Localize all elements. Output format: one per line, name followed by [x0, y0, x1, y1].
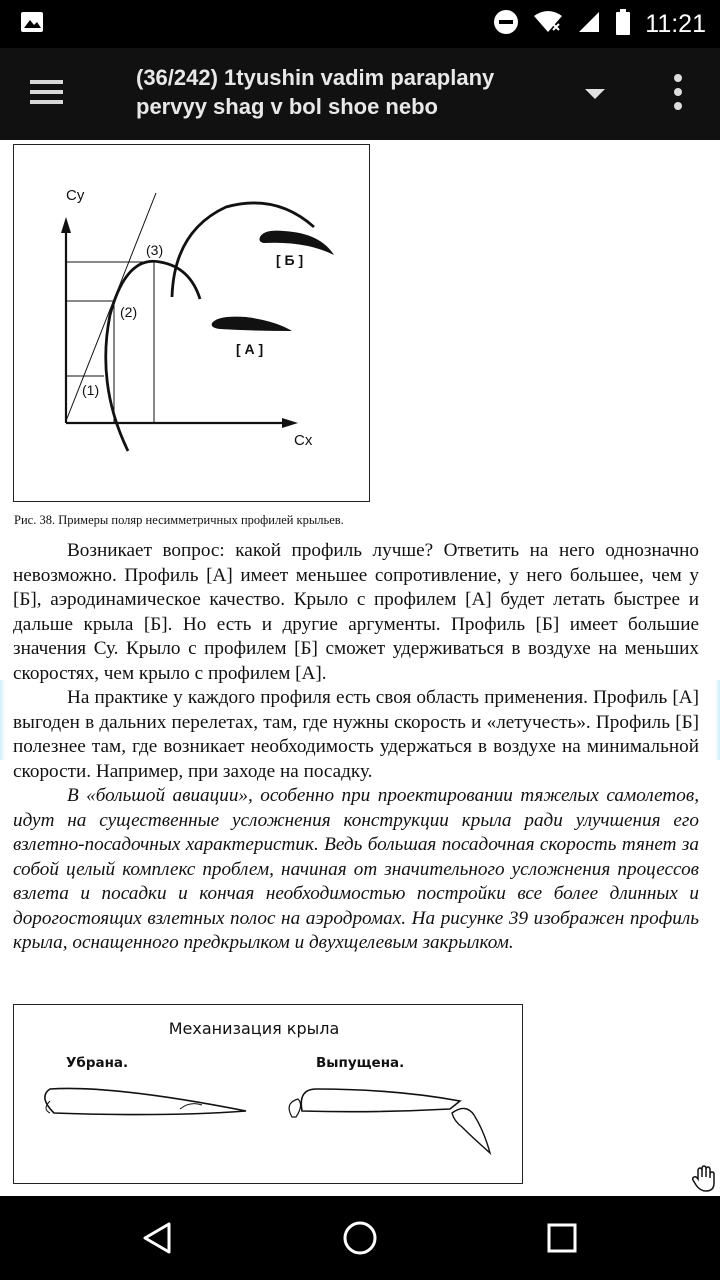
figure-caption: Рис. 38. Примеры поляр несимметричных профилей крыльев.: [14, 513, 344, 527]
document-page[interactable]: [0, 140, 720, 1196]
slat-extended: [289, 1099, 300, 1117]
hand-tool-icon[interactable]: [692, 1165, 716, 1193]
point-label-3: (3): [146, 242, 164, 258]
y-axis-label: Cy: [66, 187, 85, 204]
figure-title: Механизация крыла: [168, 1019, 340, 1038]
flap-extended: [452, 1108, 490, 1153]
figure-wing-mechanization: [13, 1004, 523, 1184]
wifi-icon: [533, 10, 563, 39]
extended-label: Выпущена.: [316, 1055, 405, 1071]
profile-b-label: [ Б ]: [276, 252, 304, 268]
point-label-2: (2): [120, 304, 138, 320]
recents-icon[interactable]: [540, 1216, 584, 1260]
paragraph-2: На практике у каждого профиля есть своя область применения. Профиль [А] выгоден в дальних перелетах, там, где нужны скорость и «летучесть». Профиль [Б] полезнее там, где возникает необходимость удержаться в воздухе на минимальной скорости. Например, при заходе на посадку.: [13, 687, 699, 782]
airfoil-a: [212, 317, 292, 331]
more-vert-icon[interactable]: [666, 72, 690, 116]
home-icon[interactable]: [338, 1216, 382, 1260]
wing-retracted: [45, 1088, 246, 1114]
flap-retracted: [180, 1104, 202, 1109]
profile-a-label: [ А ]: [236, 341, 264, 357]
x-axis-label: Cx: [294, 432, 313, 449]
x-axis-arrow: [282, 418, 298, 428]
menu-icon[interactable]: [28, 74, 68, 114]
wing-extended: [301, 1089, 460, 1112]
body-text: [13, 539, 699, 956]
polar-diagram: [14, 145, 369, 501]
scroll-edge-glow: [715, 680, 720, 760]
navigation-bar: [0, 1196, 720, 1280]
scroll-edge-glow: [0, 680, 5, 760]
paragraph-1: Возникает вопрос: какой профиль лучше? Ответить на него однозначно невозможно. Профиль [А] имеет меньшее сопротивление, у него большее, чем у [Б], аэродинамическое качество. Крыло с профилем [А] будет летать быстрее и дальше крыла [Б]. Но есть и другие аргументы. Профиль [Б] имеет большие значения Су. Крыло с профилем [Б] сможет удерживаться в воздухе на меньших скоростях, чем крыло с профилем [А].: [13, 540, 699, 684]
do-not-disturb-icon: [493, 9, 519, 40]
retracted-label: Убрана.: [66, 1055, 129, 1071]
back-icon[interactable]: [135, 1216, 179, 1260]
app-bar: [0, 48, 720, 140]
status-time: 11:21: [645, 9, 706, 38]
paragraph-3: В «большой авиации», особенно при проектировании тяжелых самолетов, идут на существенные усложнения конструкции крыла ради улучшения его взлетно-посадочных характеристик. Ведь большая посадочная скорость тянет за собой целый комплекс проблем, начиная от значительного усложнения процессов взлета и посадки и кончая необходимостью постройки все более длинных и дорогостоящих взлетных полос на аэродромах. На рисунке 39 изображен профиль крыла, оснащенного предкрылком и двухщелевым закрылком.: [13, 785, 699, 953]
y-axis-arrow: [61, 217, 71, 233]
figure-polar-curves: [13, 144, 370, 502]
battery-icon: [615, 9, 631, 40]
wing-sections: [14, 1005, 522, 1183]
image-icon: [20, 11, 44, 38]
document-title: (36/242) 1tyushin vadim paraplany pervyy shag v bol shoe nebo: [136, 65, 495, 119]
status-bar: [0, 0, 720, 48]
point-label-1: (1): [82, 382, 100, 398]
signal-icon: [577, 10, 601, 39]
dropdown-arrow-icon[interactable]: [582, 86, 608, 102]
